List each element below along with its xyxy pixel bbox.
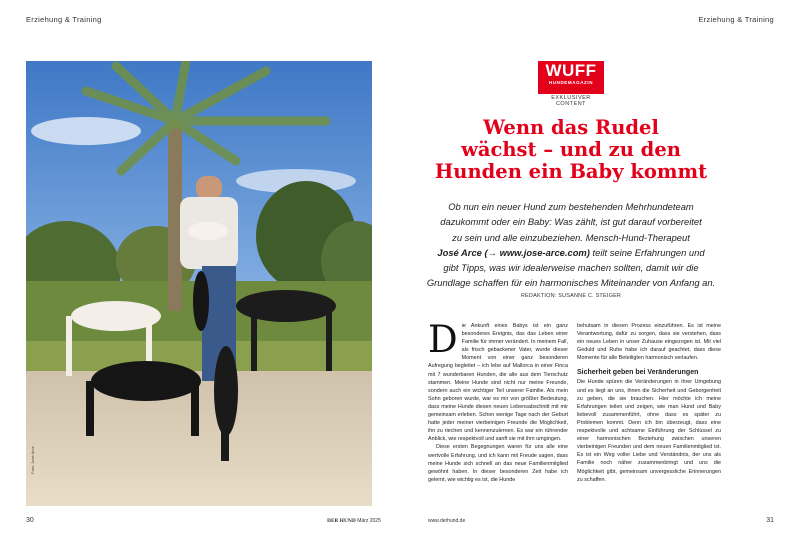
article-intro <box>418 199 724 291</box>
intro-line: Ob nun ein neuer Hund zum bestehenden Mehrhundeteam <box>448 201 694 212</box>
logo-rule <box>538 93 604 94</box>
page-number-right: 31 <box>766 517 774 524</box>
body-paragraph: Diese ersten Begegnungen waren für uns alle eine wertvolle Erfahrung, und ich kann mit Freude sagen, dass meine Hunde sich schnell an das neue Familienmitglied gewöhnt haben. In dieser besonderen Zeit habe ich gelernt, wie wichtig es ist, die Hunde <box>428 444 568 483</box>
intro-line <box>418 245 724 260</box>
intro-line: zu sein und alle einzubeziehen. Mensch-Hund-Therapeut <box>452 231 690 243</box>
magazine-name: DER HUND <box>327 519 356 524</box>
headline-line: Wenn das Rudel <box>483 116 659 139</box>
photo-credit: Foto: José Arce <box>30 446 35 474</box>
section-subheading: Sicherheit geben bei Veränderungen <box>577 369 699 377</box>
logo-subtitle: HUNDEMAGAZIN <box>548 80 594 85</box>
wuff-logo <box>538 61 604 93</box>
body-paragraph <box>428 318 568 443</box>
intro-line: dazukommt oder ein Baby: Was zählt, ist gut darauf vorbereitet <box>440 216 702 228</box>
logo-wordmark: WUFF <box>545 61 597 80</box>
page-number-left: 30 <box>26 517 34 524</box>
section-label-left: Erziehung & Training <box>26 15 102 24</box>
website-footer[interactable]: www.derhund.de <box>428 518 466 524</box>
section-label-right: Erziehung & Training <box>698 15 774 24</box>
intro-after-author: teilt seine Erfahrungen und <box>589 246 705 258</box>
intro-line: Grundlage schaffen für ein harmonisches Miteinander von Anfang an. <box>426 277 716 289</box>
headline-line: wächst – und zu den <box>461 138 681 161</box>
body-column-1 <box>428 318 568 484</box>
body-paragraph: behutsam in diesen Prozess einzuführen. Es ist meine Verantwortung, dafür zu sorgen, dass sie verstehen, dass ein neues Leben in unser Zuhause eingezogen ist. Mit viel Geduld und Ruhe habe ich darauf geachtet, dass diese Momente für alle Beteiligten harmonisch verlaufen. <box>577 323 721 362</box>
body-text: ie Ankunft eines Babys ist ein ganz besonderes Ereignis, das das Leben einer Familie für immer verändert. In meinem Fall, als frisch gebackener Vater, wurde dieser Moment von einer ganz besonderen Aufregung begleitet – ich lebe auf Mallorca in einer Finca mit 7 wunderbaren Hunden, die alle aus dem Tierschutz stammen. Meine Hunde sind nicht nur meine Freunde, sondern auch ein wichtiger Teil unserer Familie. Als mein Sohn geboren wurde, war es mir von größter Bedeutung, dass meine Hunde diesen neuen Lebensabschnitt mit mir gemeinsam erleben. Schon wenige Tage nach der Geburt hatte jeder meiner vierbeinigen Freunde die Möglichkeit, ihn zu riechen und kennenzulernen. Es war ein rührender Anblick, wie respektvoll und sanft sie mit ihm umgingen. <box>428 323 568 443</box>
article-photo <box>26 61 372 506</box>
intro-author-link[interactable]: José Arce (→ www.jose-arce.com) <box>437 246 590 258</box>
drop-cap: D <box>428 318 458 361</box>
body-column-2 <box>577 322 721 484</box>
intro-line: gibt Tipps, was wir idealerweise machen sollten, damit wir die <box>443 262 699 274</box>
headline-line: Hunden ein Baby kommt <box>434 160 708 183</box>
exclusive-content-label: EXKLUSIVER CONTENT <box>551 95 591 107</box>
photo-illustration <box>26 61 372 506</box>
issue-date: März 2025 <box>357 518 381 524</box>
body-paragraph: Die Hunde spüren die Veränderungen in ihrer Umgebung und es liegt an uns, ihnen die Sicherheit und Geborgenheit zu geben, die sie brauchen. Hier möchte ich meine Erfahrungen teilen und zeigen, wie man Hund und Baby liebevoll zusammenführt, ohne dass es später zu Problemen kommt. Denn ich bin überzeugt, dass eine respektvolle und achtsame Einführung der Schlüssel zu einer harmonischen Beziehung zwischen unseren vierbeinigen Freunden und dem neuen Familienmitglied ist. Es ist ein Weg voller Liebe und Verständnis, der uns als Familie noch näher zusammenbringt und uns die Möglichkeit gibt, gemeinsam unvergessliche Erinnerungen zu schaffen. <box>577 379 721 483</box>
magazine-footer <box>327 518 381 524</box>
byline: REDAKTION: SUSANNE C. STEIGER <box>520 293 622 299</box>
article-headline <box>418 117 724 183</box>
